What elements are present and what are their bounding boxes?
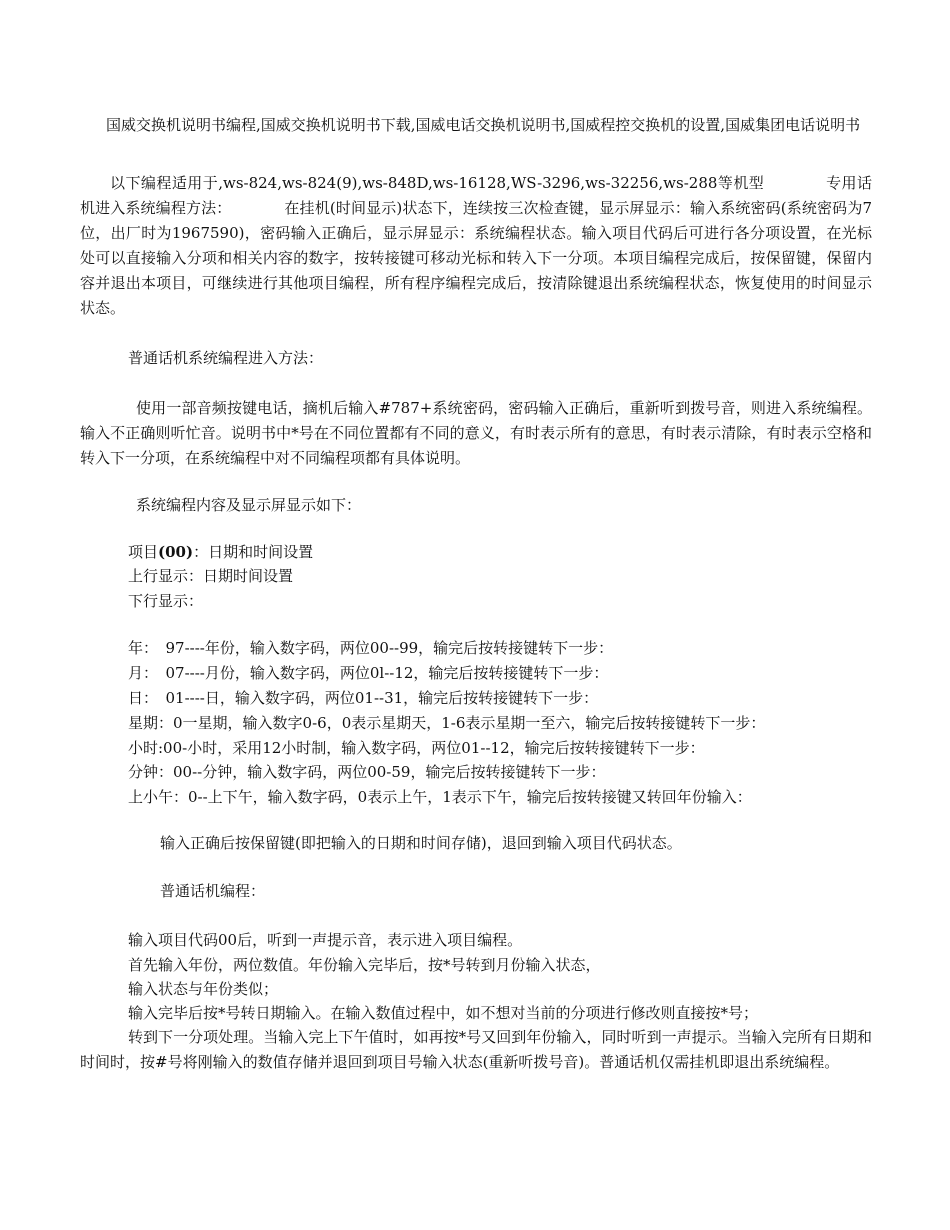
final-paragraph: 转到下一分项处理。当输入完上下午值时，如再按*号又回到年份输入，同时听到一声提示。当输入完所有日期和时间时，按#号将刚输入的数值存储并退回到项目号输入状态(重新听拨号音)。普通话机仅需挂机即退出系统编程。 [80,1028,872,1071]
field-minute: 分钟：00--分钟，输入数字码，两位00-59，输完后按转接键转下一步： [128,763,606,781]
content-heading: 系统编程内容及显示屏显示如下： [136,496,362,514]
field-weekday: 星期：0一星期，输入数字0-6，0表示星期天，1-6表示星期一至六，输完后按转接键转下一步： [128,714,766,732]
field-hour: 小时:00-小时，采用12小时制，输入数字码，两位01--12，输完后按转接键转下一步： [128,739,705,757]
ordinary-entry-body: 使用一部音频按键电话，摘机后输入#787+系统密码，密码输入正确后，重新听到拨号音，则进入系统编程。输入不正确则听忙音。说明书中*号在不同位置都有不同的意义，有时表示所有的意思，有时表示清除，有时表示空格和转入下一分项，在系统编程中对不同编程项都有具体说明。 [80,399,872,467]
ordinary-program-heading: 普通话机编程： [160,882,266,900]
step-3: 输入状态与年份类似； [128,980,279,998]
field-day: 日： 01----日，输入数字码，两位01--31，输完后按转接键转下一步： [128,689,599,707]
save-note: 输入正确后按保留键(即把输入的日期和时间存储)，退回到输入项目代码状态。 [160,834,682,852]
item-00-label: 项目(00)：日期和时间设置 [128,543,314,561]
field-year: 年： 97----年份，输入数字码，两位00--99，输完后按转接键转下一步： [128,639,614,657]
field-month: 月： 07----月份，输入数字码，两位0l--12，输完后按转接键转下一步： [128,664,609,682]
title-line: 国威交换机说明书编程,国威交换机说明书下载,国威电话交换机说明书,国威程控交换机的设置,国威集团电话说明书 [106,116,861,134]
upper-display-line: 上行显示：日期时间设置 [128,567,294,585]
step-4: 输入完毕后按*号转日期输入。在输入数值过程中，如不想对当前的分项进行修改则直接按*号； [128,1004,759,1022]
step-2: 首先输入年份，两位数值。年份输入完毕后，按*号转到月份输入状态， [128,956,601,974]
field-ampm: 上小午：0--上下午，输入数字码，0表示上午，1表示下午，输完后按转接键又转回年份输入： [128,788,752,806]
step-1: 输入项目代码00后，听到一声提示音，表示进入项目编程。 [128,931,523,949]
lower-display-line: 下行显示： [128,592,204,610]
ordinary-entry-heading: 普通话机系统编程进入方法： [128,349,324,367]
intro-paragraph: 以下编程适用于,ws-824,ws-824(9),ws-848D,ws-16128,WS-3296,ws-32256,ws-288等机型 专用话机进入系统编程方法： 在挂机(时间显示)状态下，连续按三次检查键，显示屏显示：输入系统密码(系统密码为7位，出厂时为1967590)，密码输入正确后，显示屏显示：系统编程状态。输入项目代码后可进行各分项设置，在光标处可以直接输入分项和相关内容的数字，按转接键可移动光标和转入下一分项。本项目编程完成后，按保留键，保留内容并退出本项目，可继续进行其他项目编程，所有程序编程完成后，按清除键退出系统编程状态，恢复使用的时间显示状态。 [80,174,872,317]
